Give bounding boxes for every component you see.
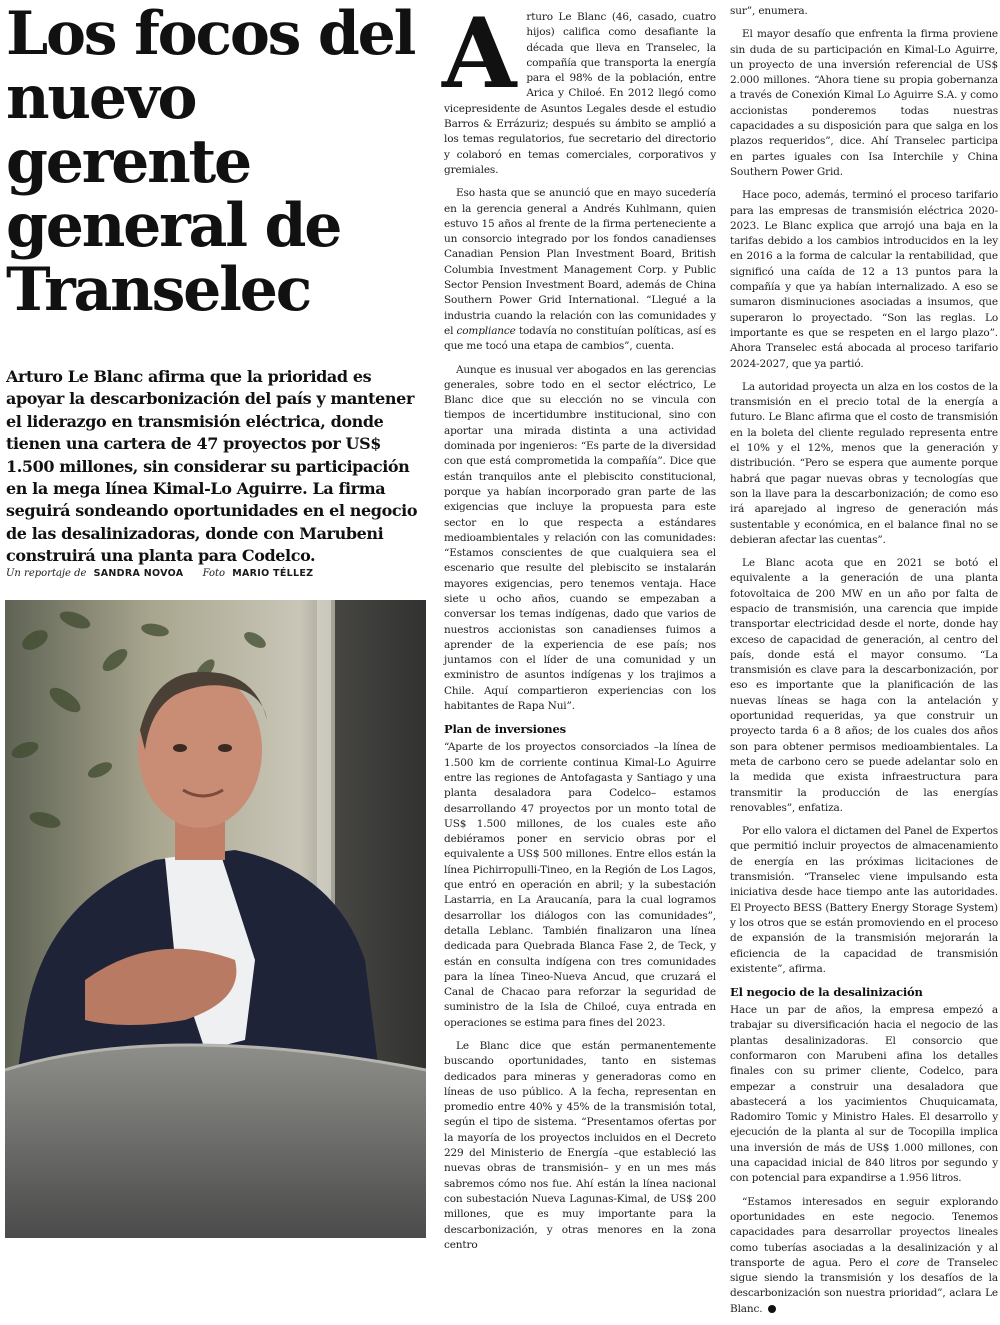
paragraph: Por ello valora el dictamen del Panel de Expertos que permitió incluir proyectos de almacenamiento de energía en las próximas licitaciones de transmisión. “Transelec viene impulsando esta iniciativa desde hace tiempo ante las autoridades. El Proyecto BESS (Battery Energy Storage System) y los otros que se están promoviendo en el proceso de expansión de la transmisión mejorarán la eficiencia de la capacidad de transmisión existente”, afirma. <box>730 825 998 975</box>
reportaje-label: Un reportaje de <box>6 568 87 579</box>
byline <box>6 568 426 579</box>
paragraph: Le Blanc acota que en 2021 se botó el equivalente a la generación de una planta fotovoltaica de 200 MW en un año por falta de espacio de transmisión, una carencia que impide transportar electricidad desde el norte, donde hay exceso de capacidad de generación, al centro del país, donde está el mayor consumo. “La transmisión es clave para la descarbonización, por eso es importante que la planificación de las nuevas líneas se haga con la antelación y oportunidad requeridas, ya que construir un proyecto tarda 6 a 8 años; de los cuales dos años son para obtener permisos medioambientales. La meta de carbono cero se puede adelantar solo en la medida que exista infraestructura para transmitir la producción de las energías renovables”, enfatiza. <box>730 557 998 814</box>
paragraph <box>730 1195 998 1317</box>
italic-term: core <box>896 1256 920 1269</box>
photo-label: Foto <box>202 568 226 579</box>
paragraph: Hace poco, además, terminó el proceso tarifario para las empresas de transmisión eléctrica 2020-2023. Le Blanc explica que arrojó una baja en la tarifas debido a los cambios introducidos en la ley en 2016 a la forma de calcular la rentabilidad, que significó una caída de 12 a 13 puntos para la compañía y que ya habían internalizado. A eso se sumaron disminuciones asociadas a insumos, que superaron lo proyectado. “Son las reglas. Lo importante es que se respeten en el largo plazo”. Ahora Transelec está abocada al proceso tarifario 2024-2027, que ya partió. <box>730 189 998 370</box>
paragraph-text: Eso hasta que se anunció que en mayo sucedería en la gerencia general a Andrés Kuhlmann, quien estuvo 15 años al frente de la firma perteneciente a un consorcio integrado por los fondos canadienses Canadian Pension Plan Investment Board, British Columbia Investment Management Corp. y Public Sector Pension Investment Board, además de China Southern Power Grid International. “Llegué a la industria cuando la relación con las comunidades y el <box>444 187 716 337</box>
portrait-photo <box>5 600 426 1238</box>
paragraph-text: todavía no constituían políticas, así es que me tocó una etapa de cambios”, cuenta. <box>444 324 716 353</box>
paragraph-continuation: sur”, enumera. <box>730 5 808 17</box>
paragraph-text: “Estamos interesados en seguir explorando oportunidades en este negocio. Tenemos capacidades para desarrollar proyectos lineales como tuberías asociadas a la desalinización y al transporte de agua. Pero el <box>730 1195 998 1269</box>
article-column-1 <box>442 0 716 1261</box>
paragraph-intro: rturo Le Blanc (46, casado, cuatro hijos) califica como desafiante la década que lleva en Transelec, la compañía que transporta la energía para el 98% de la población, entre Arica y Chiloé. En 2012 llegó como vicepresidente de Asuntos Legales desde el estudio Barros & Errázuriz; después su ámbito se amplió a los temas regulatorios, fue secretario del directorio y colaboró en temas comerciales, corporativos y gremiales. <box>444 11 716 176</box>
paragraph-text: de Transelec sigue siendo la transmisión y los desafíos de la descarbonización son nuestra prioridad”, aclara Le Blanc. <box>730 1256 998 1315</box>
photographer-name: MARIO TÉLLEZ <box>232 568 314 579</box>
dek-summary: Arturo Le Blanc afirma que la prioridad es apoyar la descarbonización del país y mantener el liderazgo en transmisión eléctrica, donde tienen una cartera de 47 proyectos por US$ 1.500 millones, sin considerar su participación en la mega línea Kimal-Lo Aguirre. La firma seguirá sondeando oportunidades en el negocio de las desalinizadoras, donde con Marubeni construirá una planta para Codelco. <box>6 367 418 566</box>
headline: Los focos del nuevo gerente general de Transelec <box>6 0 415 325</box>
author-name: SANDRA NOVOA <box>93 568 184 579</box>
paragraph <box>444 186 716 354</box>
paragraph: Hace un par de años, la empresa empezó a trabajar su diversificación hacia el negocio de las plantas desalinizadoras. El consorcio que conformaron con Marubeni afina los detalles finales con su primer cliente, Codelco, para empezar a construir una desaladora que abastecerá a los yacimientos Chuquicamata, Radomiro Tomic y Ministro Hales. El desarrollo y ejecución de la planta al sur de Tocopilla implica una inversión de más de US$ 1.000 millones, con una capacidad inicial de 840 litros por segundo y con potencial para expandirse a 1.956 litros. <box>730 1004 998 1185</box>
paragraph: “Aparte de los proyectos consorciados –la línea de 1.500 km de corriente continua Kimal-Lo Aguirre entre las regiones de Antofagasta y Santiago y una planta desaladora para Codelco– estamos desarrollando 47 proyectos por un monto total de US$ 1.500 millones, de los cuales este año debiéramos poner en servicio obras por el equivalente a US$ 500 millones. Entre ellos están la línea Pichirropulli-Tineo, en la Región de Los Lagos, que entró en operación en abril; y la subestación Lastarria, en La Araucanía, para la cual logramos desarrollar los diálogos con las comunidades”, detalla Leblanc. También finalizaron una línea dedicada para Quebrada Blanca Fase 2, de Teck, y están en consulta indígena con tres comunidades para la línea Tineo-Nueva Ancud, que cruzará el Canal de Chacao para reforzar la seguridad de suministro de la Isla de Chiloé, cuya entrada en operaciones se estima para fines del 2023. <box>444 741 716 1029</box>
drop-cap: A <box>442 0 517 110</box>
paragraph: La autoridad proyecta un alza en los costos de la transmisión en el precio total de la energía a futuro. Le Blanc afirma que el costo de transmisión en la boleta del cliente regulado representa entre el 10% y el 12%, menos que la generación y distribución. “Pero se espera que aumente porque habrá que pagar nuevas obras y tecnologías que son la llave para la descarbonización; de como eso irá aparejado al ingreso de generación más sustentable y económica, en el balance final no se debieran afectar las cuentas”. <box>730 380 998 546</box>
subhead-desalinizacion: El negocio de la desalinización <box>730 985 923 1000</box>
paragraph: Le Blanc dice que están permanentemente buscando oportunidades, tanto en sistemas dedicados para mineras y generadoras como en líneas de uso público. A la fecha, representan en promedio entre 40% y 45% de la transmisión total, según el tipo de sistema. “Presentamos ofertas por la mayoría de los proyectos incluidos en el Decreto 229 del Ministerio de Energía –que estableció las nuevas obras de transmisión– y en un mes más sabremos cómo nos fue. Ahí están la línea nacional con subestación Nueva Lagunas-Kimal, de US$ 200 millones, que es muy importante para la descarbonización, y otras menores en la zona centro <box>444 1040 716 1251</box>
paragraph: El mayor desafío que enfrenta la firma proviene sin duda de su participación en Kimal-Lo Aguirre, un proyecto de una inversión referencial de US$ 2.000 millones. “Ahora tiene su propia gobernanza a través de Conexión Kimal Lo Aguirre S.A. y como accionistas ponderemos todas nuestras capacidades a su disposición para que salga en los plazos requeridos”, dice. Ahí Transelec participa en partes iguales con Isa Interchile y China Southern Power Grid. <box>730 28 998 178</box>
end-of-article-icon <box>768 1305 776 1313</box>
subhead-plan-inversiones: Plan de inversiones <box>444 722 566 737</box>
article-column-2 <box>730 4 998 1325</box>
paragraph: Aunque es inusual ver abogados en las gerencias generales, sobre todo en el sector eléctrico, Le Blanc dice que su elección no se vincula con tiempos de incertidumbre institucional, sino con aportar una mirada distinta a una actividad dominada por ingenieros: “Es parte de la diversidad con que está comprometida la compañía”. Dice que están tranquilos ante el plebiscito constitucional, porque ya habían incorporado gran parte de las exigencias que incluye la propuesta para este sector en lo que respecta a estándares medioambientales y relación con las comunidades: “Estamos conscientes de que cualquiera sea el escenario que resulte del plebiscito se instalarán mayores exigencias, pero tenemos ventaja. Hace siete u ocho años, cuando se empezaban a conversar los temas indígenas, dado que varios de nuestros accionistas son canadienses fuimos a aprender de la experiencia de ese país; nos juntamos con el líder de una comunidad y un exministro de asuntos indígenas y los trajimos a Chile. Aquí compartieron experiencias con los habitantes de Rapa Nui”. <box>444 363 716 713</box>
italic-term: compliance <box>456 324 516 337</box>
